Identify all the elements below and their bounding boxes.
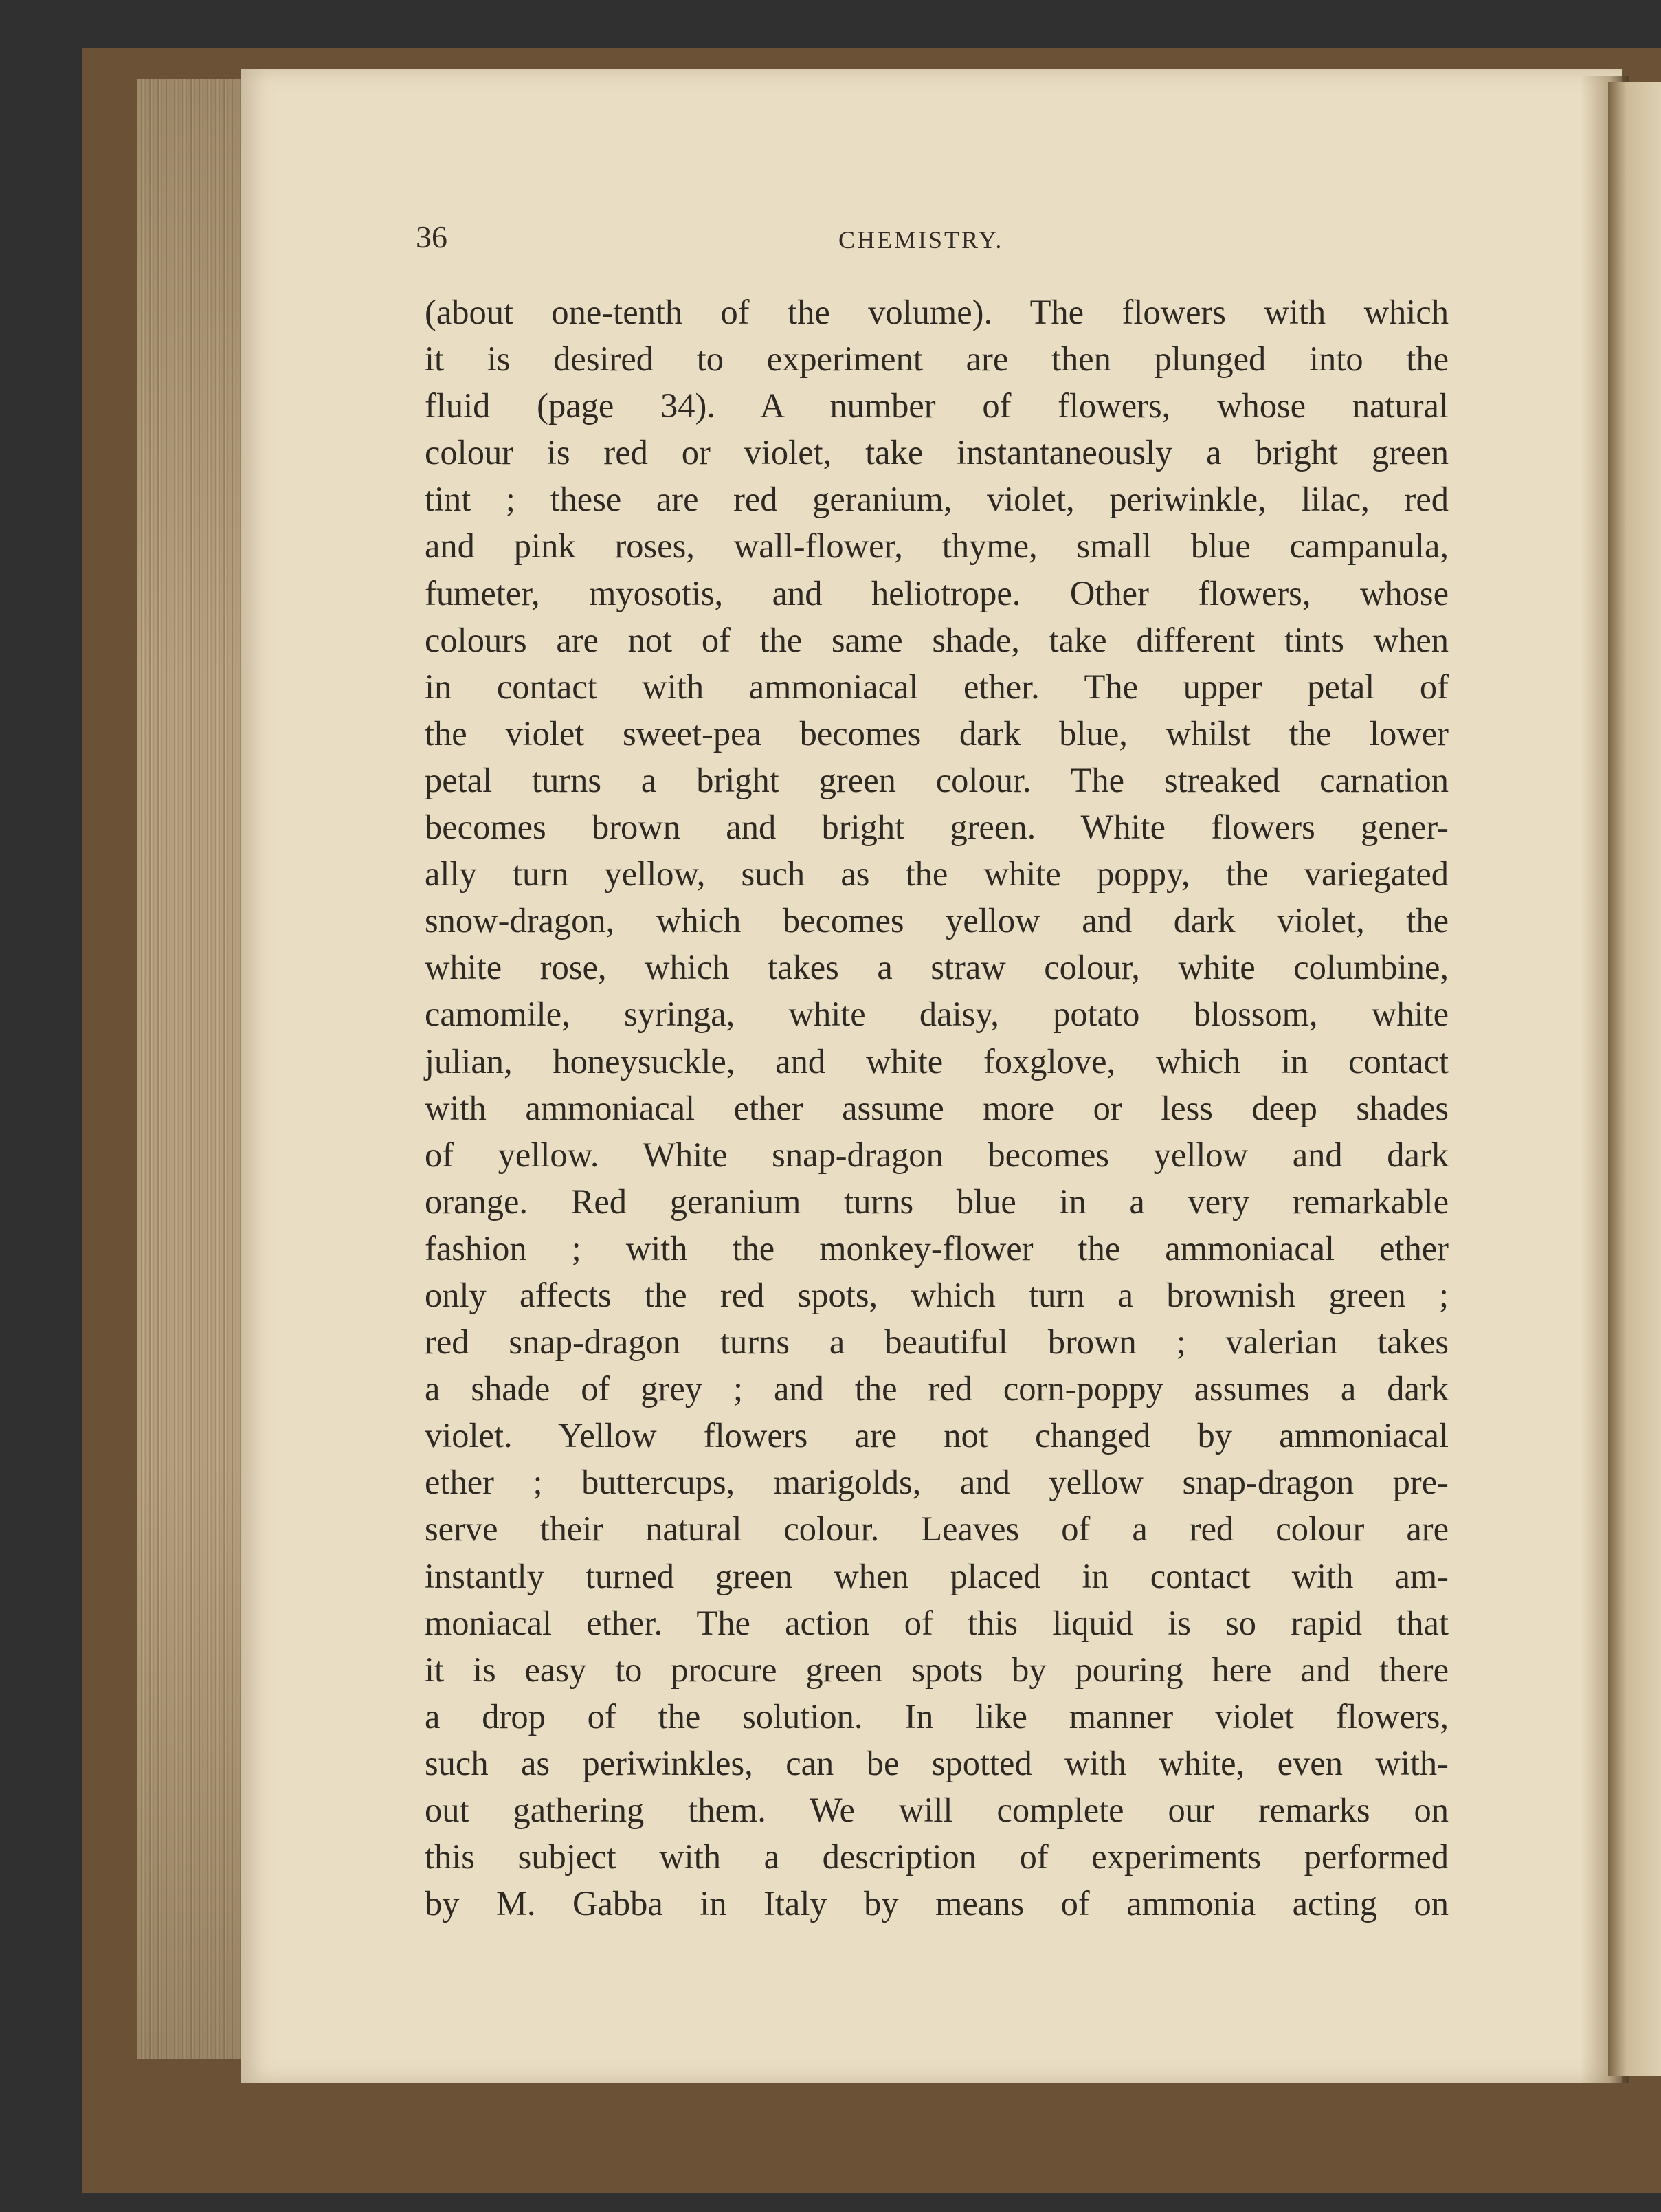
body-text: [425, 289, 1449, 1927]
text-line: of yellow. White snap-dragon becomes yellow and dark: [425, 1135, 1449, 1174]
text-line: colour is red or violet, take instantaneously a bright green: [425, 433, 1449, 472]
text-line: white rose, which takes a straw colour, white columbine,: [425, 948, 1449, 987]
text-line: a shade of grey ; and the red corn-poppy assumes a dark: [425, 1369, 1449, 1408]
text-line: julian, honeysuckle, and white foxglove, which in contact: [425, 1041, 1449, 1081]
text-line: with ammoniacal ether assume more or less deep shades: [425, 1088, 1449, 1127]
text-line: serve their natural colour. Leaves of a red colour are: [425, 1509, 1449, 1549]
page-number: 36: [416, 219, 447, 254]
text-line: fashion ; with the monkey-flower the ammoniacal ether: [425, 1228, 1449, 1268]
text-line: ally turn yellow, such as the white poppy, the variegated: [425, 854, 1449, 894]
text-line: petal turns a bright green colour. The streaked carnation: [425, 760, 1449, 799]
text-line: tint ; these are red geranium, violet, periwinkle, lilac, red: [425, 480, 1449, 519]
text-line: it is desired to experiment are then plunged into the: [425, 340, 1449, 379]
text-line: moniacal ether. The action of this liquid is so rapid that: [425, 1603, 1449, 1642]
text-line: violet. Yellow flowers are not changed by ammoniacal: [425, 1416, 1449, 1455]
text-line: and pink roses, wall-flower, thyme, small blue campanula,: [425, 527, 1449, 566]
text-line: out gathering them. We will complete our remarks on: [425, 1791, 1449, 1829]
text-line: red snap-dragon turns a beautiful brown ; valerian takes: [425, 1323, 1449, 1362]
text-line: fluid (page 34). A number of flowers, whose natural: [425, 386, 1449, 425]
text-line: the violet sweet-pea becomes dark blue, whilst the lower: [425, 714, 1449, 753]
text-line: only affects the red spots, which turn a brownish green ;: [425, 1275, 1449, 1314]
page-header: [416, 219, 1447, 260]
text-line: it is easy to procure green spots by pouring here and there: [425, 1650, 1449, 1689]
text-line: ether ; buttercups, marigolds, and yellow snap-dragon pre-: [425, 1463, 1449, 1502]
text-line: (about one-tenth of the volume). The flowers with which: [425, 293, 1449, 331]
text-line: becomes brown and bright green. White flowers gener-: [425, 808, 1449, 847]
text-line: this subject with a description of experiments performed: [425, 1837, 1449, 1877]
text-line: by M. Gabba in Italy by means of ammonia acting on: [425, 1884, 1449, 1923]
text-line: in contact with ammoniacal ether. The upper petal of: [425, 667, 1449, 706]
text-line: instantly turned green when placed in contact with am-: [425, 1556, 1449, 1595]
text-line: colours are not of the same shade, take different tints when: [425, 620, 1449, 659]
text-line: camomile, syringa, white daisy, potato blossom, white: [425, 995, 1449, 1034]
text-line: orange. Red geranium turns blue in a very remarkable: [425, 1182, 1449, 1221]
text-line: such as periwinkles, can be spotted with white, even with-: [425, 1743, 1449, 1782]
text-line: fumeter, myosotis, and heliotrope. Other flowers, whose: [425, 573, 1449, 612]
text-line: a drop of the solution. In like manner violet flowers,: [425, 1696, 1449, 1736]
facing-page-edge: [1608, 82, 1661, 2076]
running-head: CHEMISTRY.: [838, 226, 1004, 254]
text-line: snow-dragon, which becomes yellow and dark violet, the: [425, 901, 1449, 940]
